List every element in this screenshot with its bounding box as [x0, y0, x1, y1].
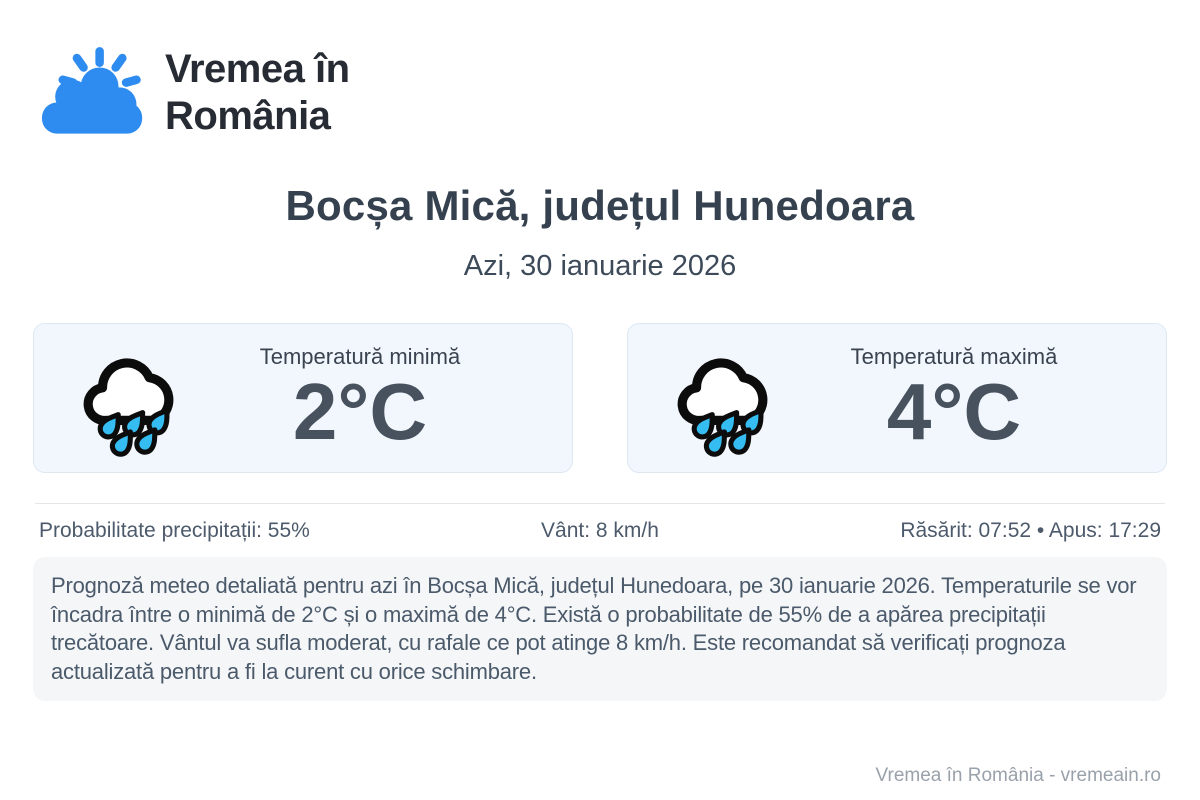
temperature-cards	[33, 323, 1167, 473]
min-temperature-label: Temperatură minimă	[259, 344, 461, 369]
page-subtitle: Azi, 30 ianuarie 2026	[463, 250, 737, 282]
sun-behind-cloud-icon	[41, 44, 145, 142]
sunrise-sunset: Răsărit: 07:52 • Apus: 17:29	[900, 519, 1161, 542]
max-temperature-value: 4°C	[886, 367, 1022, 456]
forecast-description: Prognoză meteo detaliată pentru azi în Bocșa Mică, județul Hunedoara, pe 30 ianuarie 2026. Temperaturile se vor încadra între o minimă de 2°C și o maximă de 4°C. Există o probabilitate de 55% de a apărea precipitații trecătoare. Vântul va sufla moderat, cu rafale ce pot atinge 8 km/h. Este recomandat să verificați prognoza actualizată pentru a fi la curent cu orice schimbare.	[33, 557, 1167, 701]
logo	[33, 0, 1167, 142]
max-temperature-card	[627, 323, 1167, 473]
logo-text	[165, 46, 350, 140]
rain-cloud-icon	[70, 335, 192, 461]
max-temperature-label: Temperatură maximă	[850, 344, 1058, 369]
precipitation-probability: Probabilitate precipitații: 55%	[39, 519, 310, 542]
rain-cloud-icon	[664, 335, 786, 461]
wind-speed: Vânt: 8 km/h	[541, 519, 659, 542]
min-temperature-card	[33, 323, 573, 473]
weather-page	[33, 0, 1167, 800]
min-temperature-text	[192, 344, 558, 456]
max-temperature-text	[786, 344, 1152, 456]
page-title: Bocșa Mică, județul Hunedoara	[285, 182, 915, 229]
stats-row	[33, 504, 1167, 543]
min-temperature-value: 2°C	[292, 367, 428, 456]
logo-line1: Vremea în	[165, 47, 350, 92]
footer-credit: Vremea în România - vremeain.ro	[875, 765, 1161, 786]
logo-line2: România	[165, 94, 331, 138]
